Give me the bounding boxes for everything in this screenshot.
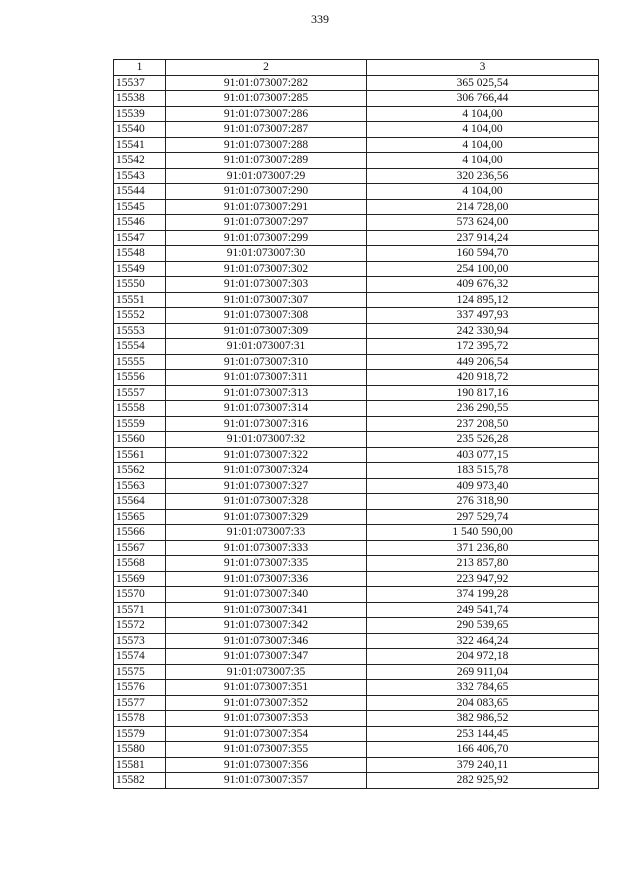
cadastral-number-cell: 91:01:073007:351: [166, 680, 367, 696]
table-row: [114, 540, 599, 556]
cadastral-number-cell: 91:01:073007:329: [166, 509, 367, 525]
cadastral-value-cell: 236 290,55: [367, 401, 599, 417]
cadastral-number-cell: 91:01:073007:327: [166, 478, 367, 494]
cadastral-number-cell: 91:01:073007:311: [166, 370, 367, 386]
row-number-cell: 15540: [114, 122, 166, 138]
row-number-cell: 15547: [114, 230, 166, 246]
cadastral-number-cell: 91:01:073007:31: [166, 339, 367, 355]
cadastral-value-cell: 420 918,72: [367, 370, 599, 386]
row-number-cell: 15575: [114, 664, 166, 680]
row-number-cell: 15582: [114, 773, 166, 789]
table-row: [114, 215, 599, 231]
table-row: [114, 602, 599, 618]
cadastral-value-cell: 204 972,18: [367, 649, 599, 665]
cadastral-number-cell: 91:01:073007:353: [166, 711, 367, 727]
cadastral-value-cell: 160 594,70: [367, 246, 599, 262]
cadastral-value-cell: 403 077,15: [367, 447, 599, 463]
row-number-cell: 15552: [114, 308, 166, 324]
cadastral-number-cell: 91:01:073007:328: [166, 494, 367, 510]
cadastral-value-cell: 297 529,74: [367, 509, 599, 525]
cadastral-number-cell: 91:01:073007:282: [166, 75, 367, 91]
row-number-cell: 15541: [114, 137, 166, 153]
row-number-cell: 15558: [114, 401, 166, 417]
cadastral-value-cell: 249 541,74: [367, 602, 599, 618]
table-row: [114, 494, 599, 510]
cadastral-value-cell: 4 104,00: [367, 122, 599, 138]
table-row: [114, 447, 599, 463]
cadastral-number-cell: 91:01:073007:340: [166, 587, 367, 603]
cadastral-value-cell: 1 540 590,00: [367, 525, 599, 541]
table-row: [114, 726, 599, 742]
cadastral-number-cell: 91:01:073007:286: [166, 106, 367, 122]
cadastral-number-cell: 91:01:073007:314: [166, 401, 367, 417]
cadastral-value-cell: 282 925,92: [367, 773, 599, 789]
cadastral-number-cell: 91:01:073007:302: [166, 261, 367, 277]
table-row: [114, 292, 599, 308]
cadastral-value-cell: 4 104,00: [367, 137, 599, 153]
table-row: [114, 664, 599, 680]
row-number-cell: 15566: [114, 525, 166, 541]
row-number-cell: 15538: [114, 91, 166, 107]
table-row: [114, 199, 599, 215]
cadastral-number-cell: 91:01:073007:309: [166, 323, 367, 339]
table-row: [114, 230, 599, 246]
row-number-cell: 15570: [114, 587, 166, 603]
cadastral-number-cell: 91:01:073007:33: [166, 525, 367, 541]
row-number-cell: 15550: [114, 277, 166, 293]
cadastral-number-cell: 91:01:073007:335: [166, 556, 367, 572]
cadastral-value-cell: 337 497,93: [367, 308, 599, 324]
cadastral-number-cell: 91:01:073007:356: [166, 757, 367, 773]
row-number-cell: 15546: [114, 215, 166, 231]
row-number-cell: 15551: [114, 292, 166, 308]
cadastral-number-cell: 91:01:073007:299: [166, 230, 367, 246]
row-number-cell: 15539: [114, 106, 166, 122]
cadastral-value-cell: 124 895,12: [367, 292, 599, 308]
cadastral-value-cell: 573 624,00: [367, 215, 599, 231]
row-number-cell: 15569: [114, 571, 166, 587]
cadastral-value-table: [113, 59, 599, 789]
table-row: [114, 478, 599, 494]
table-row: [114, 571, 599, 587]
table-row: [114, 773, 599, 789]
cadastral-value-cell: 409 973,40: [367, 478, 599, 494]
row-number-cell: 15555: [114, 354, 166, 370]
row-number-cell: 15581: [114, 757, 166, 773]
table-row: [114, 416, 599, 432]
cadastral-value-cell: 253 144,45: [367, 726, 599, 742]
cadastral-number-cell: 91:01:073007:322: [166, 447, 367, 463]
cadastral-value-cell: 214 728,00: [367, 199, 599, 215]
table-header-row: [114, 60, 599, 76]
cadastral-number-cell: 91:01:073007:310: [166, 354, 367, 370]
row-number-cell: 15564: [114, 494, 166, 510]
row-number-cell: 15578: [114, 711, 166, 727]
row-number-cell: 15544: [114, 184, 166, 200]
table-row: [114, 339, 599, 355]
row-number-cell: 15560: [114, 432, 166, 448]
table-row: [114, 323, 599, 339]
table-row: [114, 680, 599, 696]
row-number-cell: 15576: [114, 680, 166, 696]
row-number-cell: 15572: [114, 618, 166, 634]
table-row: [114, 711, 599, 727]
table-row: [114, 91, 599, 107]
cadastral-number-cell: 91:01:073007:288: [166, 137, 367, 153]
cadastral-value-cell: 409 676,32: [367, 277, 599, 293]
row-number-cell: 15553: [114, 323, 166, 339]
cadastral-value-cell: 449 206,54: [367, 354, 599, 370]
cadastral-value-cell: 223 947,92: [367, 571, 599, 587]
table-row: [114, 742, 599, 758]
row-number-cell: 15573: [114, 633, 166, 649]
row-number-cell: 15557: [114, 385, 166, 401]
cadastral-number-cell: 91:01:073007:297: [166, 215, 367, 231]
cadastral-value-cell: 365 025,54: [367, 75, 599, 91]
table-row: [114, 587, 599, 603]
table-row: [114, 695, 599, 711]
cadastral-value-cell: 382 986,52: [367, 711, 599, 727]
row-number-cell: 15537: [114, 75, 166, 91]
cadastral-number-cell: 91:01:073007:30: [166, 246, 367, 262]
cadastral-number-cell: 91:01:073007:285: [166, 91, 367, 107]
row-number-cell: 15561: [114, 447, 166, 463]
table-row: [114, 385, 599, 401]
cadastral-value-cell: 172 395,72: [367, 339, 599, 355]
table-row: [114, 757, 599, 773]
cadastral-value-cell: 306 766,44: [367, 91, 599, 107]
row-number-cell: 15559: [114, 416, 166, 432]
cadastral-value-cell: 332 784,65: [367, 680, 599, 696]
cadastral-number-cell: 91:01:073007:35: [166, 664, 367, 680]
table-row: [114, 556, 599, 572]
cadastral-number-cell: 91:01:073007:357: [166, 773, 367, 789]
cadastral-number-cell: 91:01:073007:352: [166, 695, 367, 711]
table-row: [114, 106, 599, 122]
table-row: [114, 509, 599, 525]
row-number-cell: 15549: [114, 261, 166, 277]
cadastral-value-cell: 237 914,24: [367, 230, 599, 246]
cadastral-number-cell: 91:01:073007:341: [166, 602, 367, 618]
table-row: [114, 75, 599, 91]
row-number-cell: 15543: [114, 168, 166, 184]
table-row: [114, 246, 599, 262]
cadastral-value-cell: 4 104,00: [367, 184, 599, 200]
cadastral-number-cell: 91:01:073007:346: [166, 633, 367, 649]
cadastral-number-cell: 91:01:073007:307: [166, 292, 367, 308]
table-body: [114, 75, 599, 788]
cadastral-number-cell: 91:01:073007:291: [166, 199, 367, 215]
cadastral-number-cell: 91:01:073007:303: [166, 277, 367, 293]
row-number-cell: 15568: [114, 556, 166, 572]
row-number-cell: 15565: [114, 509, 166, 525]
cadastral-number-cell: 91:01:073007:355: [166, 742, 367, 758]
cadastral-value-cell: 166 406,70: [367, 742, 599, 758]
row-number-cell: 15574: [114, 649, 166, 665]
cadastral-value-cell: 242 330,94: [367, 323, 599, 339]
row-number-cell: 15542: [114, 153, 166, 169]
cadastral-value-cell: 4 104,00: [367, 153, 599, 169]
table-row: [114, 122, 599, 138]
table-row: [114, 401, 599, 417]
cadastral-number-cell: 91:01:073007:354: [166, 726, 367, 742]
table-row: [114, 308, 599, 324]
row-number-cell: 15571: [114, 602, 166, 618]
cadastral-number-cell: 91:01:073007:336: [166, 571, 367, 587]
table-row: [114, 618, 599, 634]
cadastral-value-cell: 269 911,04: [367, 664, 599, 680]
row-number-cell: 15567: [114, 540, 166, 556]
cadastral-number-cell: 91:01:073007:347: [166, 649, 367, 665]
column-header-1: 1: [114, 60, 166, 76]
table-row: [114, 354, 599, 370]
table-row: [114, 633, 599, 649]
cadastral-value-cell: 183 515,78: [367, 463, 599, 479]
row-number-cell: 15577: [114, 695, 166, 711]
row-number-cell: 15545: [114, 199, 166, 215]
cadastral-number-cell: 91:01:073007:316: [166, 416, 367, 432]
cadastral-number-cell: 91:01:073007:342: [166, 618, 367, 634]
cadastral-value-cell: 213 857,80: [367, 556, 599, 572]
cadastral-number-cell: 91:01:073007:308: [166, 308, 367, 324]
cadastral-value-cell: 190 817,16: [367, 385, 599, 401]
cadastral-value-cell: 276 318,90: [367, 494, 599, 510]
cadastral-value-cell: 379 240,11: [367, 757, 599, 773]
row-number-cell: 15563: [114, 478, 166, 494]
row-number-cell: 15548: [114, 246, 166, 262]
cadastral-value-cell: 204 083,65: [367, 695, 599, 711]
cadastral-number-cell: 91:01:073007:333: [166, 540, 367, 556]
column-header-3: 3: [367, 60, 599, 76]
row-number-cell: 15556: [114, 370, 166, 386]
cadastral-value-cell: 254 100,00: [367, 261, 599, 277]
table-row: [114, 277, 599, 293]
cadastral-number-cell: 91:01:073007:290: [166, 184, 367, 200]
cadastral-value-cell: 371 236,80: [367, 540, 599, 556]
cadastral-value-cell: 320 236,56: [367, 168, 599, 184]
table-row: [114, 370, 599, 386]
cadastral-number-cell: 91:01:073007:313: [166, 385, 367, 401]
cadastral-value-cell: 237 208,50: [367, 416, 599, 432]
cadastral-number-cell: 91:01:073007:287: [166, 122, 367, 138]
row-number-cell: 15554: [114, 339, 166, 355]
cadastral-value-cell: 322 464,24: [367, 633, 599, 649]
row-number-cell: 15580: [114, 742, 166, 758]
cadastral-number-cell: 91:01:073007:324: [166, 463, 367, 479]
table-row: [114, 463, 599, 479]
table-row: [114, 153, 599, 169]
cadastral-number-cell: 91:01:073007:29: [166, 168, 367, 184]
table-row: [114, 137, 599, 153]
cadastral-value-cell: 4 104,00: [367, 106, 599, 122]
cadastral-value-cell: 235 526,28: [367, 432, 599, 448]
cadastral-number-cell: 91:01:073007:32: [166, 432, 367, 448]
row-number-cell: 15579: [114, 726, 166, 742]
column-header-2: 2: [166, 60, 367, 76]
cadastral-value-cell: 374 199,28: [367, 587, 599, 603]
page-number: 339: [311, 12, 329, 26]
cadastral-value-cell: 290 539,65: [367, 618, 599, 634]
table-row: [114, 432, 599, 448]
table-row: [114, 261, 599, 277]
table-row: [114, 525, 599, 541]
row-number-cell: 15562: [114, 463, 166, 479]
table-row: [114, 184, 599, 200]
table-row: [114, 649, 599, 665]
cadastral-number-cell: 91:01:073007:289: [166, 153, 367, 169]
table-row: [114, 168, 599, 184]
